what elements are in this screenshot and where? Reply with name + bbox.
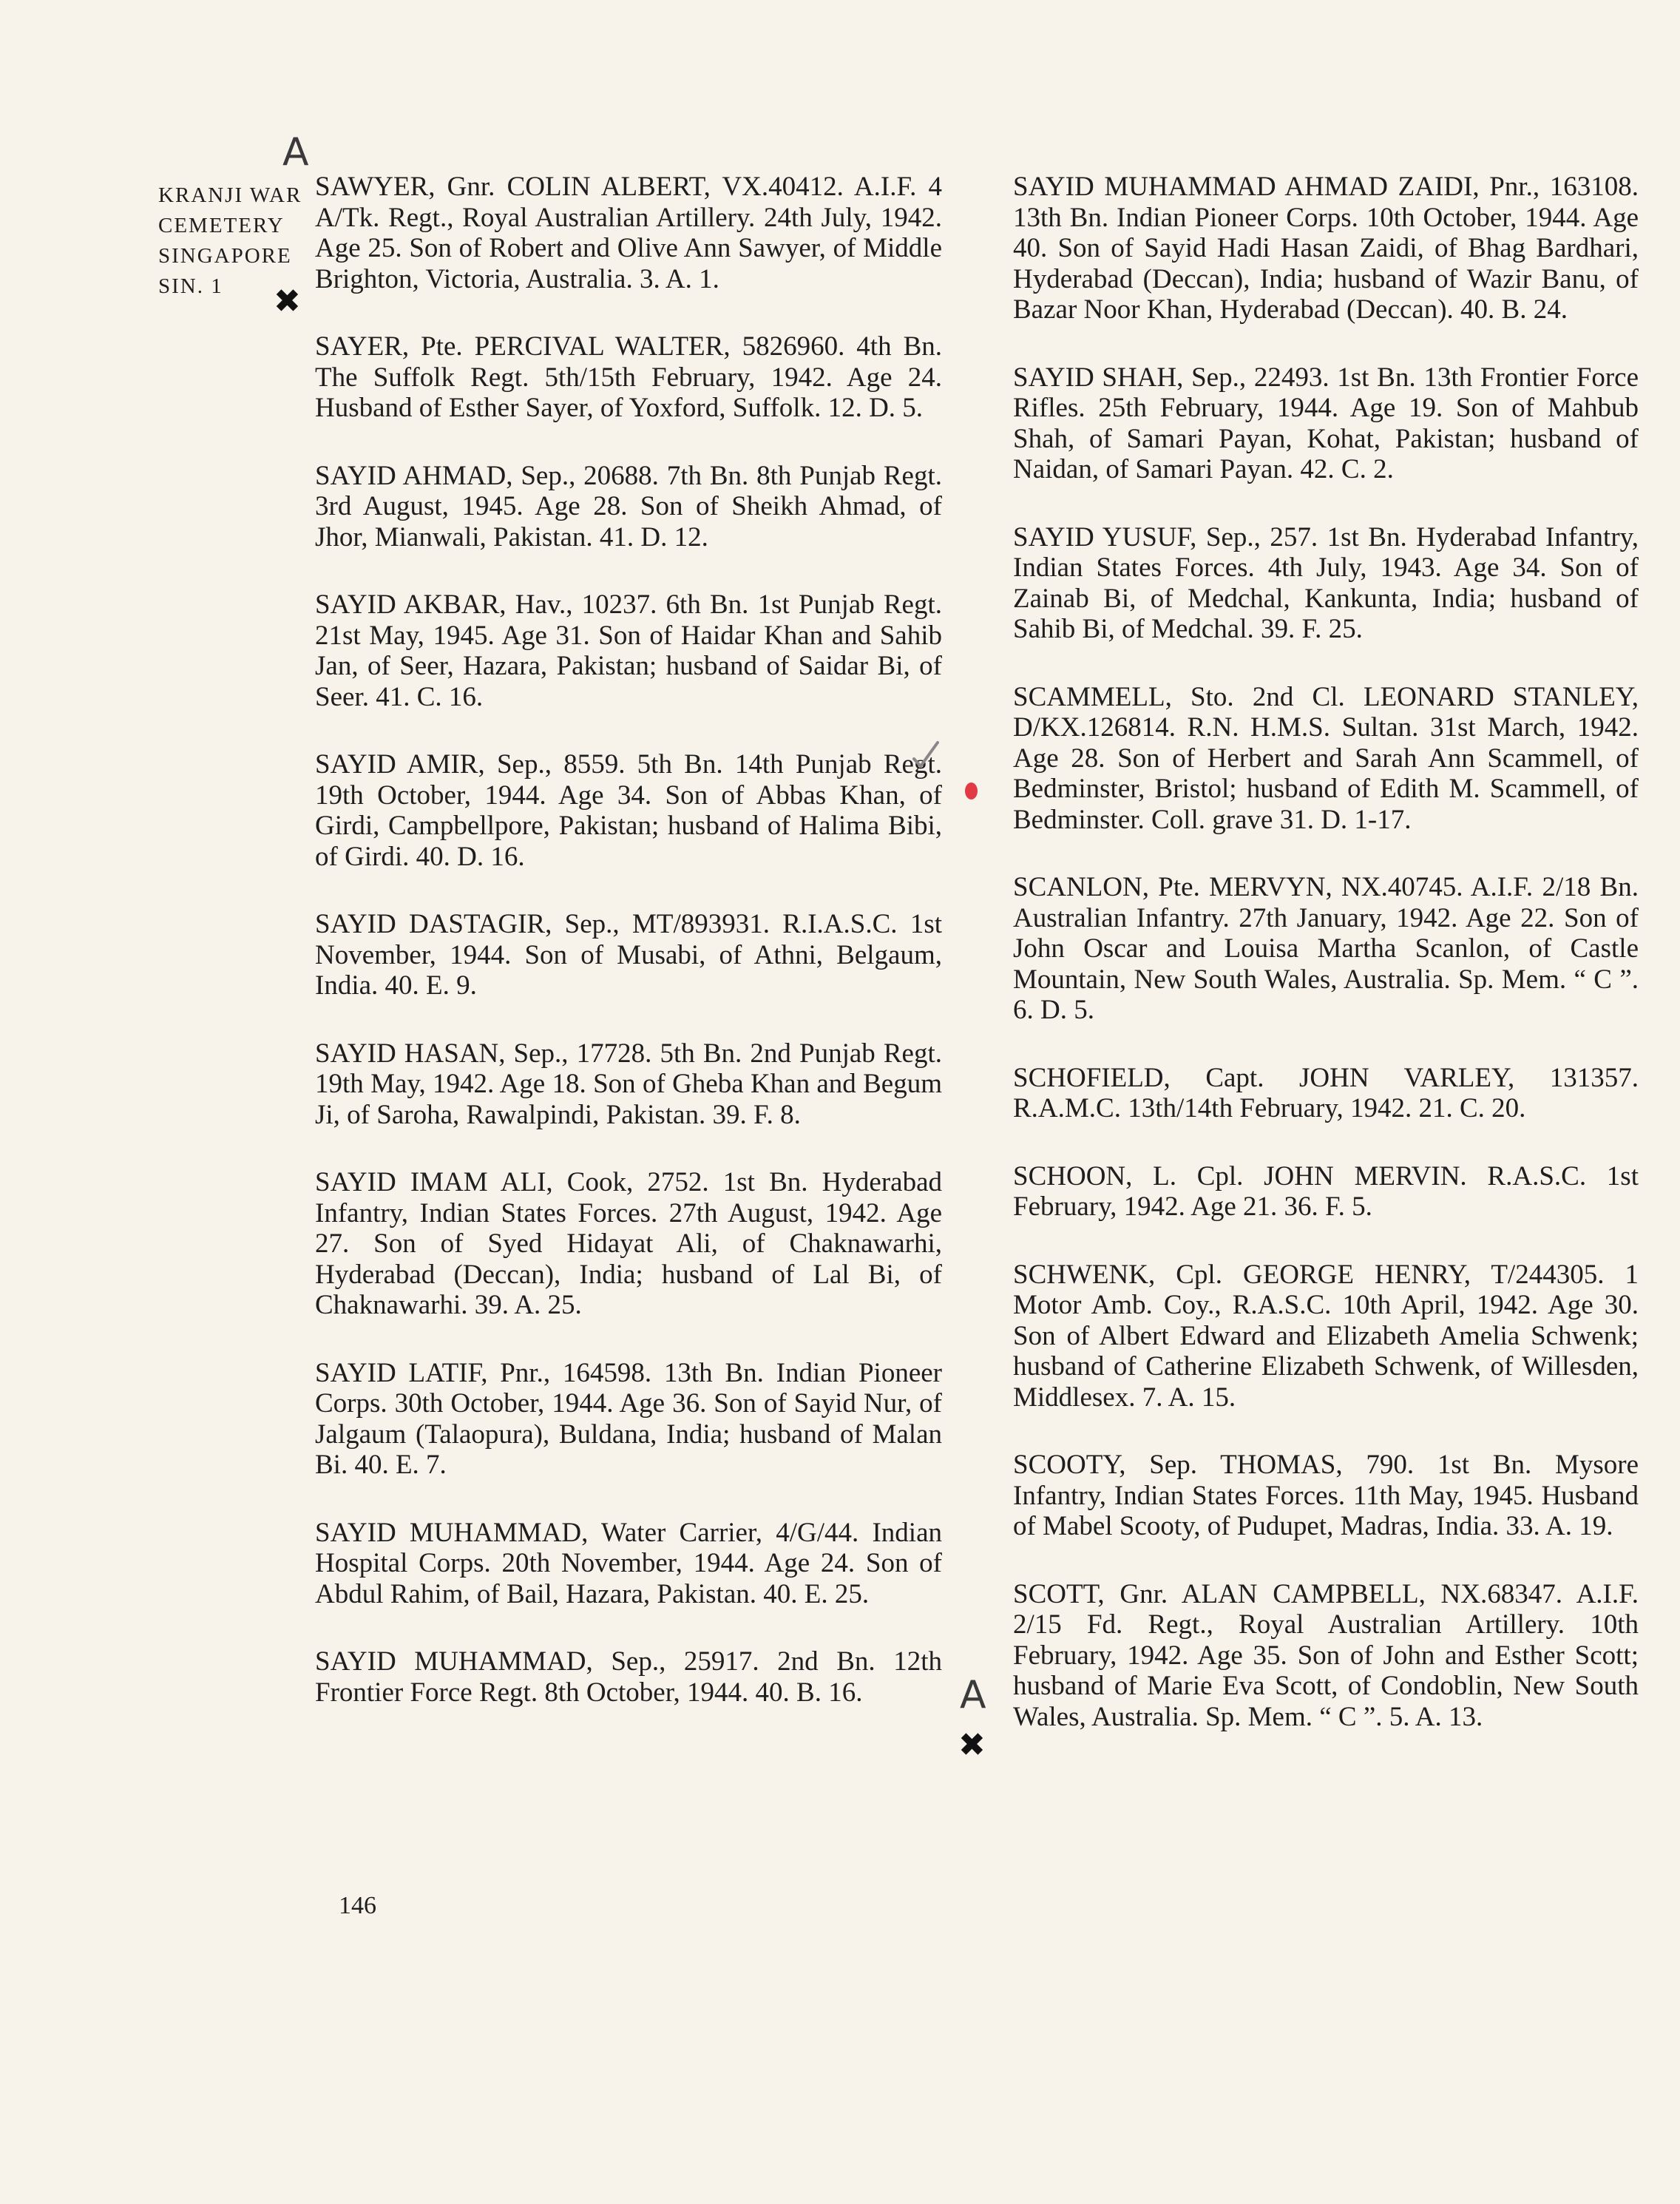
- cross-mark-icon: ✖: [958, 1726, 986, 1764]
- casualty-entry: SAYID SHAH, Sep., 22493. 1st Bn. 13th Frontier Force Rifles. 25th February, 1944. Age 19. Son of Mahbub Shah, of Samari Payan, Kohat, Pakistan; husband of Naidan, of Samari Payan. 42. C. 2.: [1013, 362, 1639, 484]
- cemetery-reference-line: CEMETERY: [158, 214, 285, 237]
- casualty-entry: SAYID YUSUF, Sep., 257. 1st Bn. Hyderabad Infantry, Indian States Forces. 4th July, 1943. Age 34. Son of Zainab Bi, of Medchal, Kankunta, India; husband of Sahib Bi, of Medchal. 39. F. 25.: [1013, 521, 1639, 644]
- casualty-entry: SAYID IMAM ALI, Cook, 2752. 1st Bn. Hyderabad Infantry, Indian States Forces. 27th August, 1942. Age 27. Son of Syed Hidayat Ali, of Chaknawarhi, Hyderabad (Deccan), India; husband of Lal Bi, of Chaknawarhi. 39. A. 25.: [315, 1167, 942, 1320]
- tick-mark-icon: [911, 740, 941, 769]
- casualty-entry: SAYID DASTAGIR, Sep., MT/893931. R.I.A.S.C. 1st November, 1944. Son of Musabi, of Athni, Belgaum, India. 40. E. 9.: [315, 909, 942, 1001]
- casualty-entry: SCAMMELL, Sto. 2nd Cl. LEONARD STANLEY, D/KX.126814. R.N. H.M.S. Sultan. 31st March, 1942. Age 28. Son of Herbert and Sarah Ann Scammell, of Bedminster, Bristol; husband of Edith M. Scammell, of Bedminster. Coll. grave 31. D. 1-17.: [1013, 681, 1639, 835]
- cemetery-reference-line: KRANJI WAR: [158, 183, 302, 207]
- casualty-entry: SCOOTY, Sep. THOMAS, 790. 1st Bn. Mysore Infantry, Indian States Forces. 11th May, 1945. Husband of Mabel Scooty, of Pudupet, Madras, India. 33. A. 19.: [1013, 1450, 1639, 1541]
- casualty-entry: SAYID MUHAMMAD, Water Carrier, 4/G/44. Indian Hospital Corps. 20th November, 1944. Age 24. Son of Abdul Rahim, of Bail, Hazara, Pakistan. 40. E. 25.: [315, 1517, 942, 1609]
- cemetery-reference-line: SINGAPORE: [158, 244, 292, 268]
- casualty-entry: SCHWENK, Cpl. GEORGE HENRY, T/244305. 1 Motor Amb. Coy., R.A.S.C. 10th April, 1942. Age 30. Son of Albert Edward and Elizabeth Amelia Schwenk; husband of Catherine Elizabeth Schwenk, of Willesden, Middlesex. 7. A. 15.: [1013, 1259, 1639, 1413]
- casualty-entry: SAYID AKBAR, Hav., 10237. 6th Bn. 1st Punjab Regt. 21st May, 1945. Age 31. Son of Haidar Khan and Sahib Jan, of Seer, Hazara, Pakistan; husband of Saidar Bi, of Seer. 41. C. 16.: [315, 589, 942, 712]
- page-number: 146: [339, 1892, 376, 1919]
- casualty-entry: SAYID LATIF, Pnr., 164598. 13th Bn. Indian Pioneer Corps. 30th October, 1944. Age 36. Son of Sayid Nur, of Jalgaum (Talaopura), Buldana, India; husband of Malan Bi. 40. E. 7.: [315, 1357, 942, 1480]
- casualty-entry: SAYID MUHAMMAD, Sep., 25917. 2nd Bn. 12th Frontier Force Regt. 8th October, 1944. 40. B. 16.: [315, 1646, 942, 1708]
- casualty-entry: SAYID HASAN, Sep., 17728. 5th Bn. 2nd Punjab Regt. 19th May, 1942. Age 18. Son of Gheba Khan and Begum Ji, of Saroha, Rawalpindi, Pakistan. 39. F. 8.: [315, 1038, 942, 1130]
- right-column: [1013, 172, 1639, 1769]
- handwritten-a-mark: A: [282, 130, 309, 175]
- casualty-entry: SAWYER, Gnr. COLIN ALBERT, VX.40412. A.I.F. 4 A/Tk. Regt., Royal Australian Artillery. 24th July, 1942. Age 25. Son of Robert and Olive Ann Sawyer, of Middle Brighton, Victoria, Australia. 3. A. 1.: [315, 172, 942, 294]
- casualty-entry: SAYID MUHAMMAD AHMAD ZAIDI, Pnr., 163108. 13th Bn. Indian Pioneer Corps. 10th October, 1944. Age 40. Son of Sayid Hadi Hasan Zaidi, of Bhag Bardhari, Hyderabad (Deccan), India; husband of Wazir Banu, of Bazar Noor Khan, Hyderabad (Deccan). 40. B. 24.: [1013, 172, 1639, 325]
- red-dot-mark: [965, 782, 978, 800]
- handwritten-a-mark: A: [960, 1673, 986, 1717]
- cross-mark-icon: ✖: [274, 283, 301, 320]
- casualty-entry: SAYID AMIR, Sep., 8559. 5th Bn. 14th Punjab Regt. 19th October, 1944. Age 34. Son of Abbas Khan, of Girdi, Campbellpore, Pakistan; husband of Halima Bibi, of Girdi. 40. D. 16.: [315, 749, 942, 872]
- casualty-entry: SCANLON, Pte. MERVYN, NX.40745. A.I.F. 2/18 Bn. Australian Infantry. 27th January, 1942. Age 22. Son of John Oscar and Louisa Martha Scanlon, of Castle Mountain, New South Wales, Australia. Sp. Mem. “ C ”. 6. D. 5.: [1013, 872, 1639, 1025]
- casualty-entry: SAYER, Pte. PERCIVAL WALTER, 5826960. 4th Bn. The Suffolk Regt. 5th/15th February, 1942. Age 24. Husband of Esther Sayer, of Yoxford, Suffolk. 12. D. 5.: [315, 331, 942, 423]
- casualty-entry: SCHOFIELD, Capt. JOHN VARLEY, 131357. R.A.M.C. 13th/14th February, 1942. 21. C. 20.: [1013, 1062, 1639, 1123]
- casualty-entry: SCOTT, Gnr. ALAN CAMPBELL, NX.68347. A.I.F. 2/15 Fd. Regt., Royal Australian Artillery. 10th February, 1942. Age 35. Son of John and Esther Scott; husband of Marie Eva Scott, of Condoblin, New South Wales, Australia. Sp. Mem. “ C ”. 5. A. 13.: [1013, 1578, 1639, 1732]
- cemetery-reference-line: SIN. 1: [158, 274, 223, 298]
- casualty-entry: SCHOON, L. Cpl. JOHN MERVIN. R.A.S.C. 1st February, 1942. Age 21. 36. F. 5.: [1013, 1160, 1639, 1222]
- left-column: [315, 172, 942, 1745]
- casualty-entry: SAYID AHMAD, Sep., 20688. 7th Bn. 8th Punjab Regt. 3rd August, 1945. Age 28. Son of Sheikh Ahmad, of Jhor, Mianwali, Pakistan. 41. D. 12.: [315, 460, 942, 552]
